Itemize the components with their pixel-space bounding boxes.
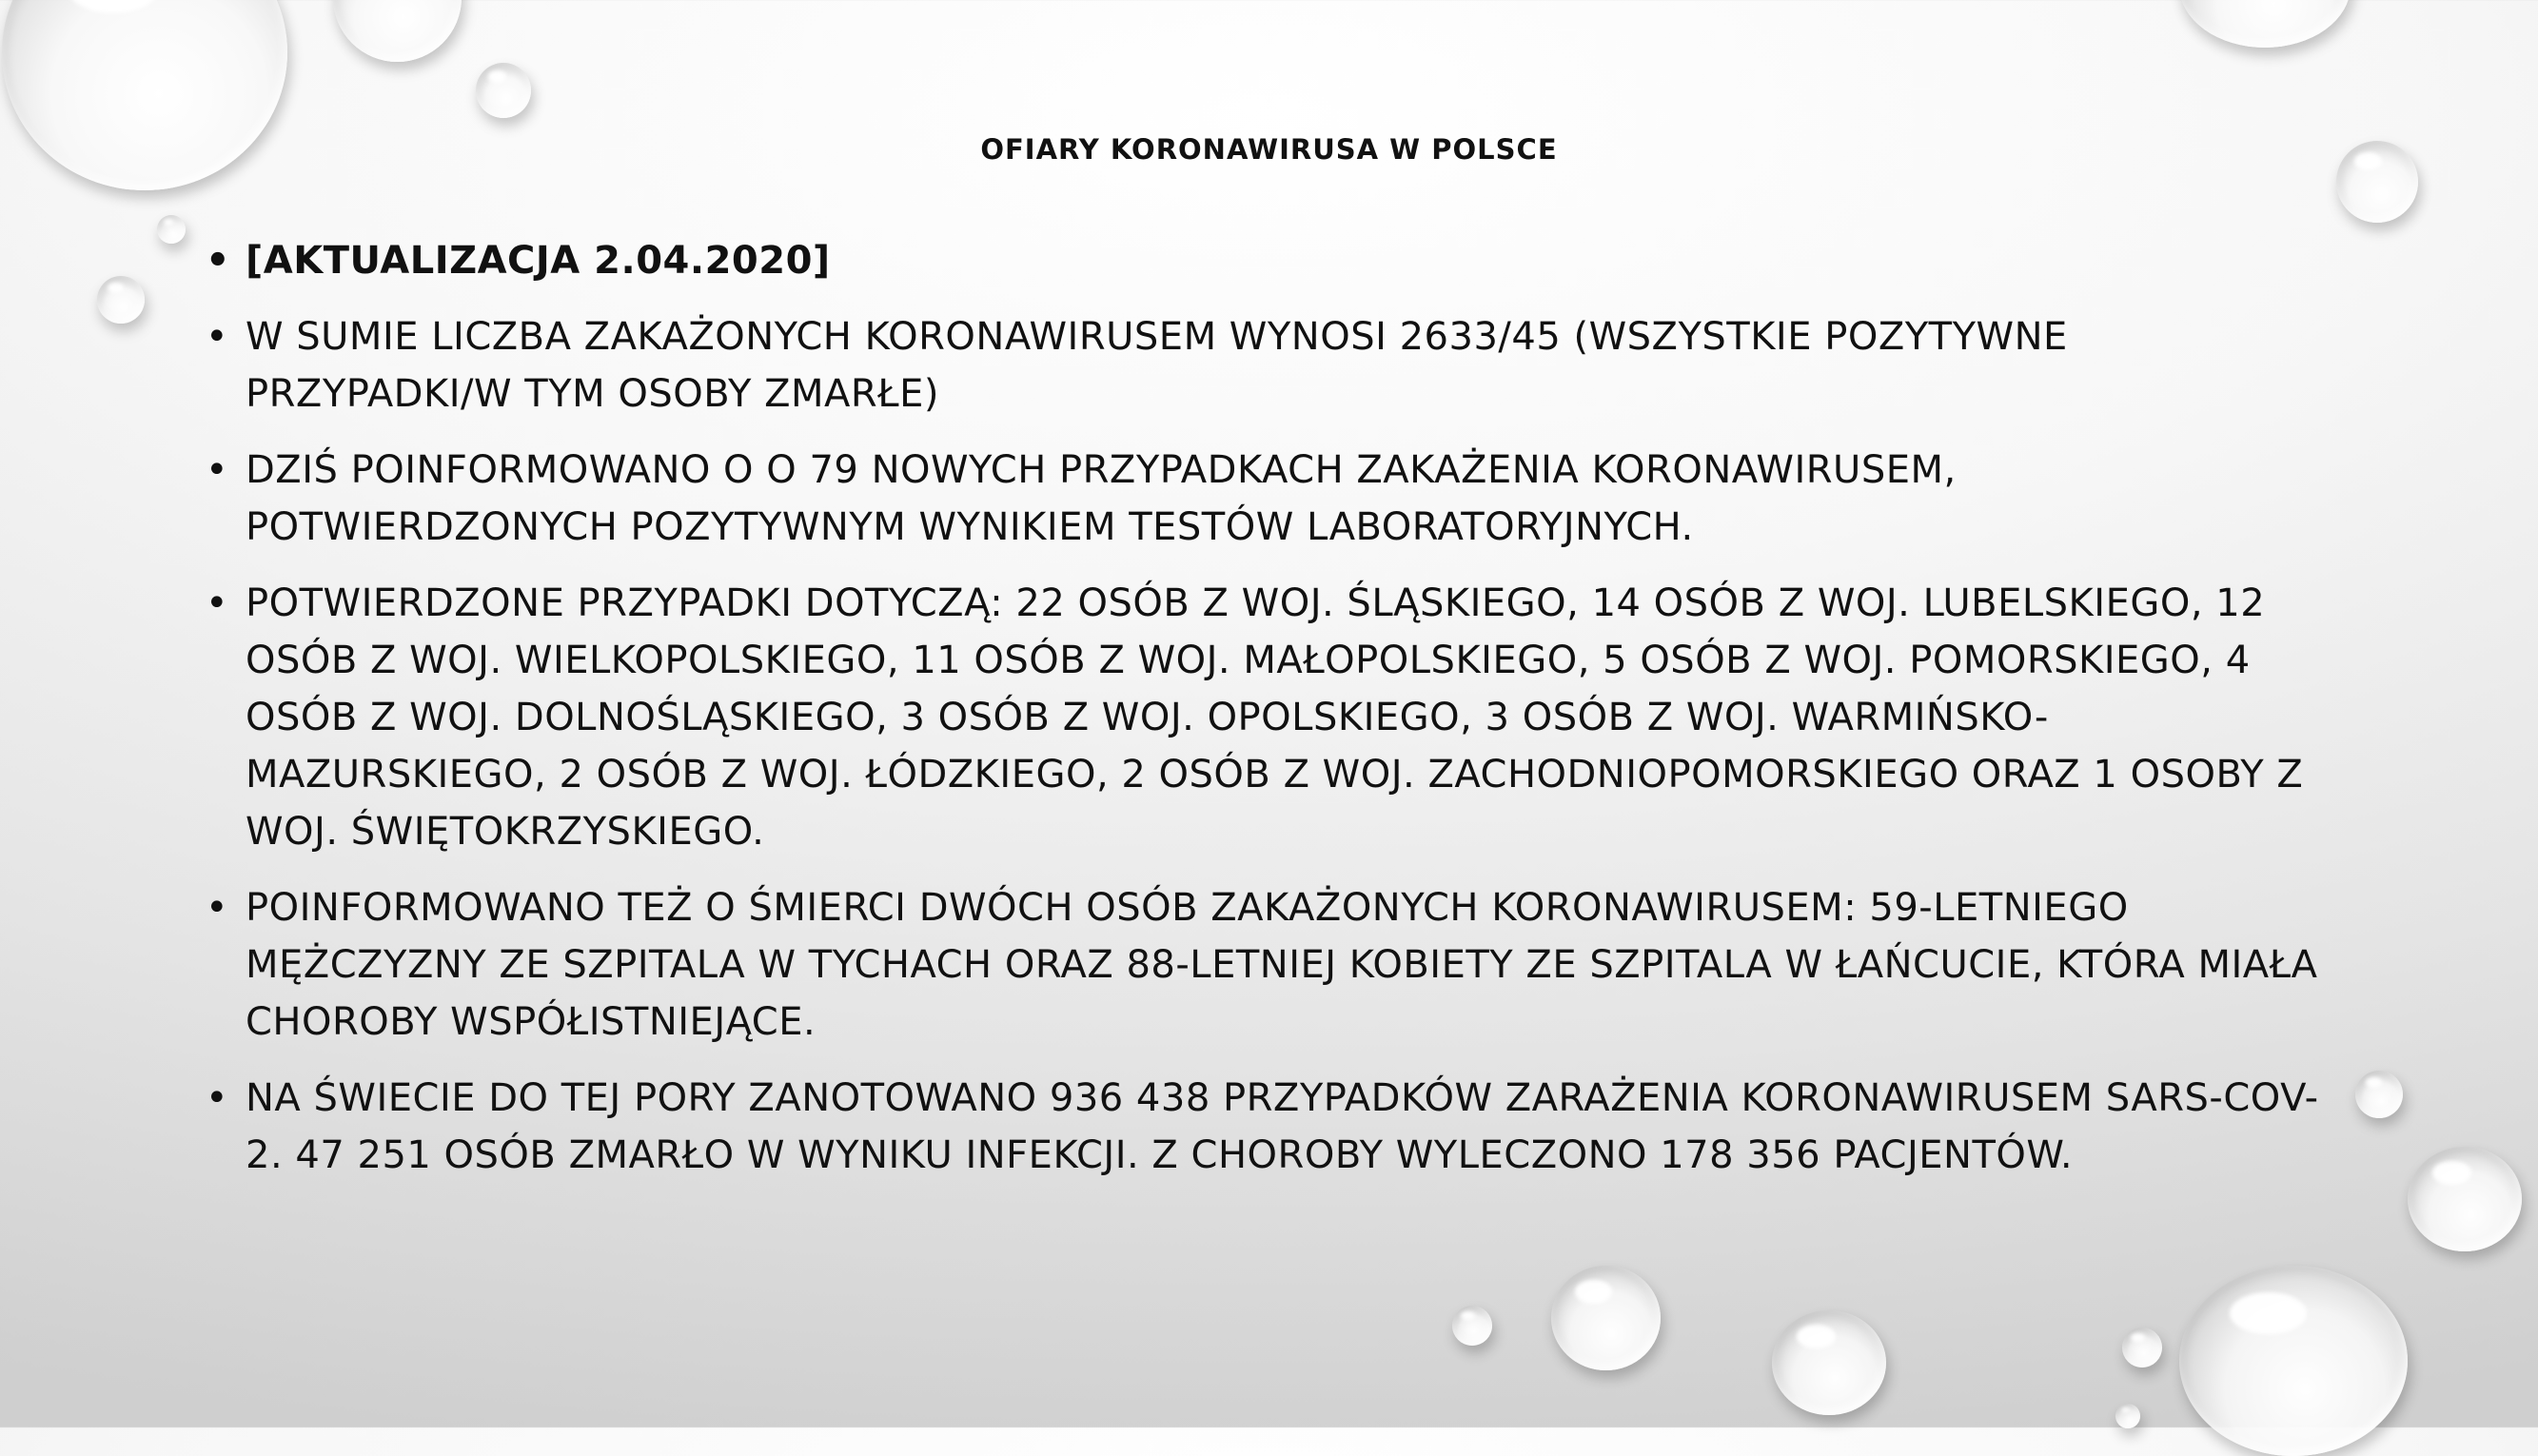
water-drop-decoration bbox=[1772, 1310, 1886, 1415]
water-drop-decoration bbox=[157, 215, 186, 244]
slide-title: OFIARY KORONAWIRUSA W POLSCE bbox=[980, 133, 1558, 166]
bullet-total-cases: • W SUMIE LICZBA ZAKAŻONYCH KORONAWIRUSEM WYNOSI 2633/45 (WSZYSTKIE POZYTYWNE PRZYPADKI/W TYM OSOBY ZMARŁE) bbox=[196, 308, 2328, 423]
water-drop-decoration bbox=[2179, 0, 2351, 48]
water-drop-decoration bbox=[2122, 1328, 2162, 1367]
water-drop-decoration bbox=[1551, 1266, 1661, 1370]
water-drop-decoration bbox=[2355, 1071, 2403, 1118]
bullet-regional-breakdown: • POTWIERDZONE PRZYPADKI DOTYCZĄ: 22 OSÓB Z WOJ. ŚLĄSKIEGO, 14 OSÓB Z WOJ. LUBELSKIEGO, 12 OSÓB Z WOJ. WIELKOPOLSKIEGO, 11 OSÓB Z WOJ. MAŁOPOLSKIEGO, 5 OSÓB Z WOJ. POMORSKIEGO, 4 OSÓB Z WOJ. DOLNOŚLĄSKIEGO, 3 OSÓB Z WOJ. OPOLSKIEGO, 3 OSÓB Z WOJ. WARMIŃSKO-MAZURSKIEGO, 2 OSÓB Z WOJ. ŁÓDZKIEGO, 2 OSÓB Z WOJ. ZACHODNIOPOMORSKIEGO ORAZ 1 OSOBY Z WOJ. ŚWIĘTOKRZYSKIEGO. bbox=[196, 575, 2328, 860]
water-drop-decoration bbox=[2408, 1147, 2522, 1251]
bullet-update-date: • [AKTUALIZACJA 2.04.2020] bbox=[196, 232, 2328, 289]
bullet-list bbox=[196, 232, 2328, 1184]
slide-content bbox=[196, 232, 2328, 1203]
bullet-new-cases: • DZIŚ POINFORMOWANO O O 79 NOWYCH PRZYPADKACH ZAKAŻENIA KORONAWIRUSEM, POTWIERDZONYCH POZYTYWNYM WYNIKIEM TESTÓW LABORATORYJNYCH. bbox=[196, 442, 2328, 556]
water-drop-decoration bbox=[476, 63, 531, 118]
bullet-world-stats: • NA ŚWIECIE DO TEJ PORY ZANOTOWANO 936 438 PRZYPADKÓW ZARAŻENIA KORONAWIRUSEM SARS-COV-2. 47 251 OSÓB ZMARŁO W WYNIKU INFEKCJI. Z CHOROBY WYLECZONO 178 356 PACJENTÓW. bbox=[196, 1070, 2328, 1184]
water-drop-decoration bbox=[2115, 1404, 2140, 1428]
water-drop-decoration bbox=[333, 0, 462, 62]
bullet-deaths: • POINFORMOWANO TEŻ O ŚMIERCI DWÓCH OSÓB ZAKAŻONYCH KORONAWIRUSEM: 59-LETNIEGO MĘŻCZYZNY ZE SZPITALA W TYCHACH ORAZ 88-LETNIEJ KOBIETY ZE SZPITALA W ŁAŃCUCIE, KTÓRA MIAŁA CHOROBY WSPÓŁISTNIEJĄCE. bbox=[196, 879, 2328, 1051]
water-drop-decoration bbox=[2179, 1266, 2408, 1456]
water-drop-decoration bbox=[97, 276, 145, 324]
water-drop-decoration bbox=[1452, 1306, 1492, 1346]
